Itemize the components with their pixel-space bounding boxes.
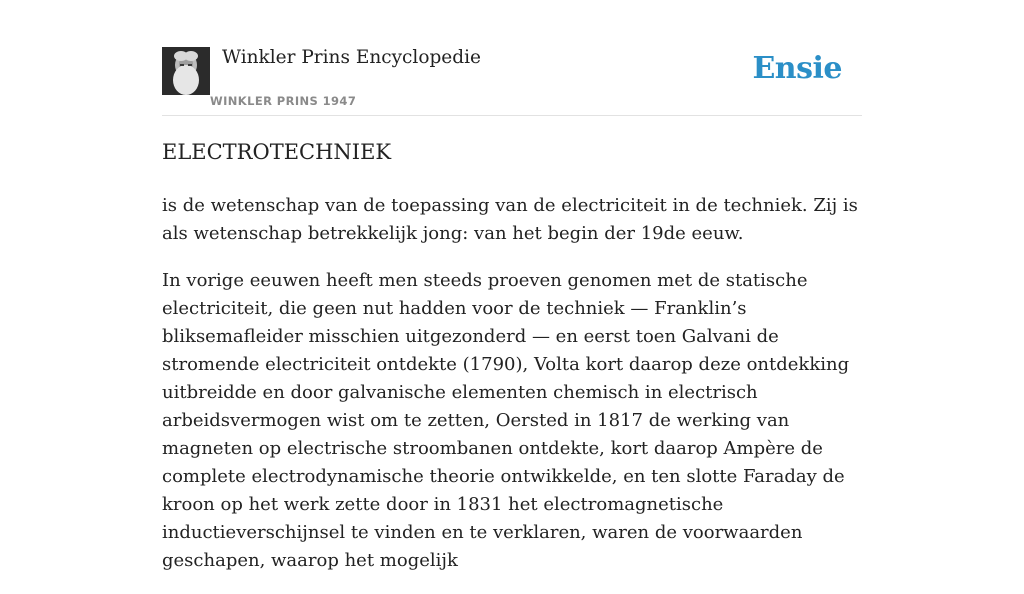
- article-paragraph: In vorige eeuwen heeft men steeds proeven genomen met de statische electriciteit, die geen nut hadden voor de techniek — Franklin’s bliksemafleider misschien uitgezonderd — en eerst toen Galvani de stromende electriciteit ontdekte (1790), Volta kort daarop deze ontdekking uitbreidde en door galvanische elementen chemisch in electrisch arbeidsvermogen wist om te zetten, Oersted in 1817 de werking van magneten op electrische stroombanen ontdekte, kort daarop Ampère de complete electrodynamische theorie ontwikkelde, en ten slotte Faraday de kroon op het werk zette door in 1831 het electromagnetische inductieverschijnsel te vinden en te verklaren, waren de voorwaarden geschapen, waarop het mogelijk: [162, 270, 850, 571]
- article-paragraph: is de wetenschap van de toepassing van de electriciteit in de techniek. Zij is als wetenschap betrekkelijk jong: van het begin der 19de eeuw.: [162, 195, 858, 244]
- source-header: [162, 45, 862, 116]
- bearded-man-portrait-icon: [162, 47, 210, 95]
- ensie-logo[interactable]: Ensie: [752, 51, 842, 86]
- source-title[interactable]: Winkler Prins Encyclopedie: [222, 47, 481, 68]
- article-body: [162, 192, 864, 594]
- source-subtitle: WINKLER PRINS 1947: [210, 94, 357, 108]
- avatar[interactable]: [162, 47, 210, 95]
- article-title: ELECTROTECHNIEK: [162, 140, 392, 164]
